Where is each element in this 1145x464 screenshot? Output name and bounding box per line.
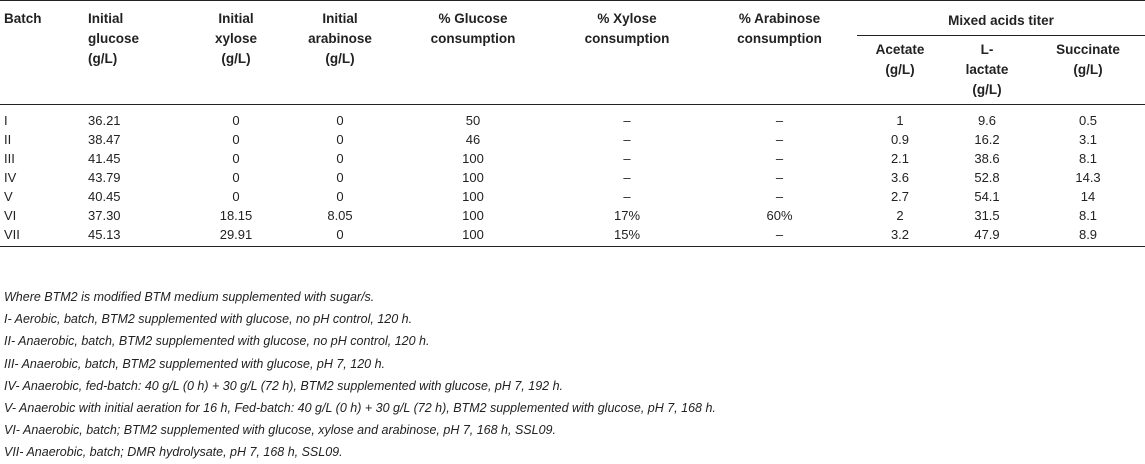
cell-glucose-consumption: 100: [462, 189, 484, 204]
cell-initial-arabinose: 0: [336, 151, 344, 166]
table-footnotes: [4, 286, 716, 464]
cell-lactate: 54.1: [974, 189, 1000, 204]
cell-succinate: 8.9: [1031, 225, 1145, 247]
table-row: [0, 130, 1145, 149]
cell-initial-arabinose: 0: [336, 113, 344, 128]
cell-xylose-consumption: 15%: [552, 225, 702, 247]
cell-batch: IV: [4, 170, 17, 185]
header-glucose-consumption: % Glucose consumption: [394, 1, 552, 105]
cell-initial-glucose: 45.13: [84, 225, 186, 247]
cell-initial-arabinose: 0: [336, 132, 344, 147]
cell-arabinose-consumption: –: [775, 132, 784, 147]
footnote: IV- Anaerobic, fed-batch: 40 g/L (0 h) + 30 g/L (72 h), BTM2 supplemented with glucose, pH 7, 192 h.: [4, 378, 564, 393]
cell-lactate: 9.6: [977, 113, 997, 128]
cell-initial-xylose: 29.91: [186, 225, 286, 247]
footnote: II- Anaerobic, batch, BTM2 supplemented with glucose, no pH control, 120 h.: [4, 334, 430, 349]
cell-acetate: 2: [896, 208, 904, 223]
cell-xylose-consumption: –: [623, 170, 631, 185]
cell-initial-xylose: 0: [232, 151, 240, 166]
cell-batch: VI: [4, 208, 17, 223]
cell-arabinose-consumption: –: [775, 170, 784, 185]
cell-batch: V: [4, 189, 13, 204]
cell-acetate: 2.1: [890, 151, 910, 166]
cell-glucose-consumption: 100: [394, 225, 552, 247]
table-row: [0, 149, 1145, 168]
cell-succinate: 3.1: [1078, 132, 1098, 147]
header-arabinose-consumption: % Arabinose consumption: [702, 1, 857, 105]
header-initial-glucose: Initial glucose (g/L): [84, 1, 186, 105]
cell-acetate: 3.2: [857, 225, 943, 247]
footnote: V- Anaerobic with initial aeration for 16 h, Fed-batch: 40 g/L (0 h) + 30 g/L (72 h), BTM2 supplemented with glucose, pH 7, 168 h.: [4, 401, 716, 416]
footnote: VII- Anaerobic, batch; DMR hydrolysate, pH 7, 168 h, SSL09.: [4, 445, 343, 460]
cell-initial-glucose: 38.47: [88, 132, 121, 147]
cell-arabinose-consumption: 60%: [766, 208, 793, 223]
cell-initial-xylose: 0: [232, 170, 240, 185]
cell-initial-xylose: 0: [232, 132, 240, 147]
cell-initial-glucose: 36.21: [88, 113, 121, 128]
cell-batch: VII: [0, 225, 84, 247]
cell-glucose-consumption: 100: [462, 170, 484, 185]
header-xylose-consumption: % Xylose consumption: [552, 1, 702, 105]
cell-lactate: 16.2: [974, 132, 1000, 147]
header-mixed-acids-titer: Mixed acids titer: [857, 1, 1145, 36]
cell-arabinose-consumption: –: [775, 151, 784, 166]
table-row: [0, 225, 1145, 247]
cell-initial-glucose: 43.79: [88, 170, 121, 185]
cell-succinate: 8.1: [1078, 151, 1098, 166]
cell-arabinose-consumption: –: [775, 189, 784, 204]
cell-succinate: 14.3: [1075, 170, 1101, 185]
cell-succinate: 14: [1080, 189, 1096, 204]
table-row: [0, 206, 1145, 225]
cell-xylose-consumption: –: [623, 189, 631, 204]
cell-xylose-consumption: –: [623, 151, 631, 166]
table-row: [0, 105, 1145, 131]
cell-acetate: 3.6: [890, 170, 910, 185]
footnote: III- Anaerobic, batch, BTM2 supplemented with glucose, pH 7, 120 h.: [4, 356, 385, 371]
header-initial-xylose: Initial xylose (g/L): [186, 1, 286, 105]
cell-lactate: 38.6: [974, 151, 1000, 166]
cell-glucose-consumption: 100: [462, 151, 484, 166]
footnote: VI- Anaerobic, batch; BTM2 supplemented with glucose, xylose and arabinose, pH 7, 168 h, SSL09.: [4, 423, 556, 438]
table-body: [0, 105, 1145, 247]
table-row: [0, 168, 1145, 187]
cell-acetate: 0.9: [890, 132, 910, 147]
header-batch: Batch: [0, 1, 84, 105]
header-lactate: L- lactate (g/L): [943, 36, 1031, 105]
cell-xylose-consumption: –: [623, 132, 631, 147]
cell-succinate: 8.1: [1078, 208, 1098, 223]
table-header: [0, 1, 1145, 105]
cell-lactate: 31.5: [974, 208, 1000, 223]
cell-xylose-consumption: –: [623, 113, 631, 128]
cell-batch: II: [4, 132, 12, 147]
cell-lactate: 47.9: [943, 225, 1031, 247]
cell-acetate: 2.7: [890, 189, 910, 204]
cell-arabinose-consumption: –: [775, 113, 784, 128]
cell-initial-xylose: 0: [232, 113, 240, 128]
cell-initial-glucose: 37.30: [88, 208, 121, 223]
cell-glucose-consumption: 100: [462, 208, 484, 223]
header-succinate: Succinate (g/L): [1031, 36, 1145, 105]
table-row: [0, 187, 1145, 206]
footnote: Where BTM2 is modified BTM medium supplemented with sugar/s.: [4, 290, 375, 304]
cell-arabinose-consumption: –: [702, 225, 857, 247]
cell-batch: III: [4, 151, 15, 166]
cell-initial-arabinose: 0: [286, 225, 394, 247]
cell-initial-xylose: 18.15: [219, 208, 253, 223]
cell-initial-glucose: 41.45: [88, 151, 121, 166]
cell-glucose-consumption: 46: [465, 132, 481, 147]
cell-initial-arabinose: 8.05: [327, 208, 353, 223]
cell-initial-arabinose: 0: [336, 170, 344, 185]
header-acetate: Acetate (g/L): [857, 36, 943, 105]
cell-xylose-consumption: 17%: [613, 208, 641, 223]
cell-initial-glucose: 40.45: [88, 189, 121, 204]
cell-glucose-consumption: 50: [465, 113, 481, 128]
cell-lactate: 52.8: [974, 170, 1000, 185]
cell-succinate: 0.5: [1078, 113, 1098, 128]
cell-initial-xylose: 0: [232, 189, 240, 204]
cell-acetate: 1: [896, 113, 904, 128]
cell-initial-arabinose: 0: [336, 189, 344, 204]
footnote: I- Aerobic, batch, BTM2 supplemented with glucose, no pH control, 120 h.: [4, 312, 413, 327]
cell-batch: I: [4, 113, 8, 128]
header-initial-arabinose: Initial arabinose (g/L): [286, 1, 394, 105]
